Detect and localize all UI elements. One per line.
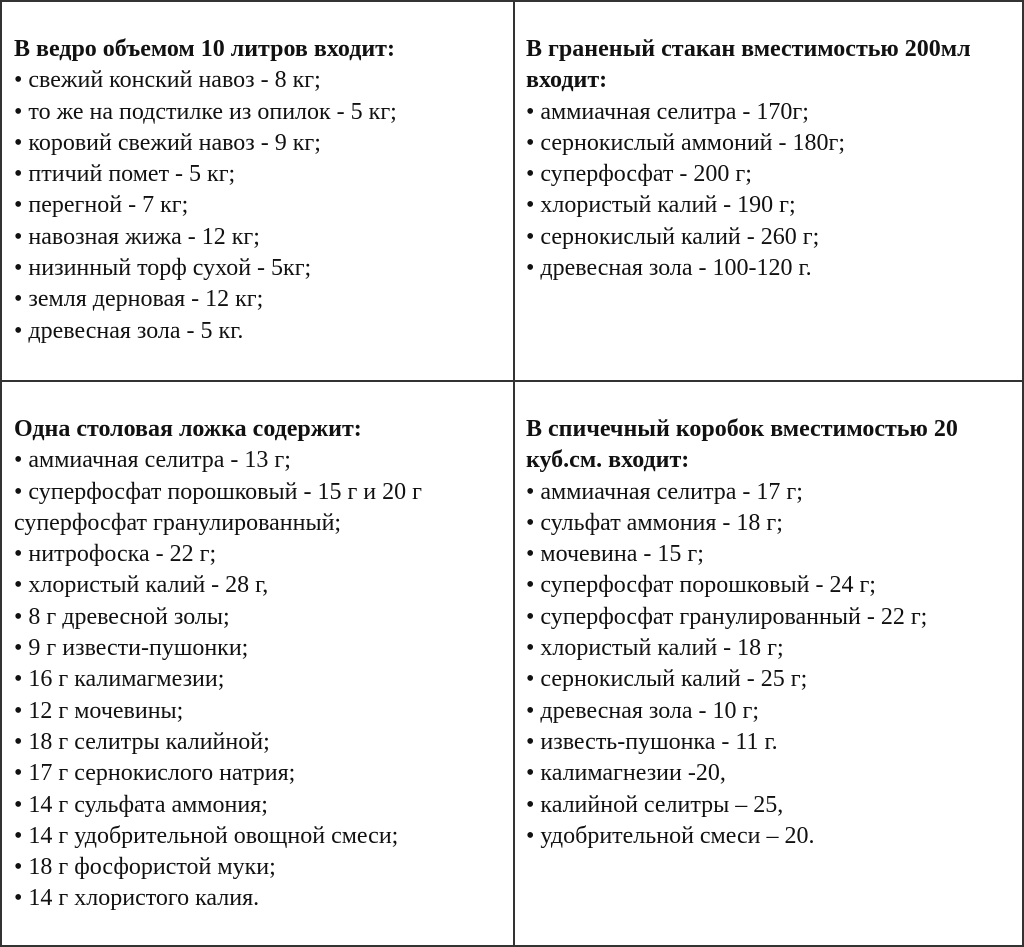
list-item: • птичий помет - 5 кг; (14, 161, 236, 188)
list-item: • хлористый калий - 28 г, (14, 572, 269, 599)
list-item: • сульфат аммония - 18 г; (526, 509, 783, 536)
list-item: • сернокислый аммоний - 180г; (526, 129, 846, 156)
list-item: • суперфосфат - 200 г; (526, 161, 752, 188)
list-item: • калийной селитры – 25, (526, 791, 784, 818)
list-item: • 14 г сульфата аммония; (14, 791, 268, 818)
cell-tablespoon (2, 381, 514, 947)
list-item: • суперфосфат порошковый - 24 г; (526, 572, 876, 599)
list-item: • свежий конский навоз - 8 кг; (14, 67, 321, 94)
list-item: • 12 г мочевины; (14, 697, 184, 724)
list-item: • нитрофоска - 22 г; (14, 541, 217, 568)
list-item: • перегной - 7 кг; (14, 192, 189, 219)
list-item: • земля дерновая - 12 кг; (14, 286, 264, 313)
list-item: • хлористый калий - 18 г; (526, 635, 784, 662)
list-item: • 14 г удобрительной овощной смеси; (14, 822, 399, 849)
list-item: • 8 г древесной золы; (14, 603, 230, 630)
list-item: • коровий свежий навоз - 9 кг; (14, 129, 321, 156)
list-item: • сернокислый калий - 25 г; (526, 666, 808, 693)
list-item: • низинный торф сухой - 5кг; (14, 255, 312, 282)
item-list (14, 65, 514, 347)
item-list (526, 477, 1024, 853)
list-item: • хлористый калий - 190 г; (526, 192, 796, 219)
list-item: • древесная зола - 10 г; (526, 697, 760, 724)
list-item: • 17 г сернокислого натрия; (14, 760, 296, 787)
cell-heading: Одна столовая ложка содержит: (14, 416, 362, 442)
list-item: • 16 г калимагмезии; (14, 666, 225, 693)
list-item: суперфосфат гранулированный; (14, 509, 342, 536)
cell-heading: В спичечный коробок вместимостью 20 куб.см. входит: (526, 416, 958, 474)
list-item: • калимагнезии -20, (526, 760, 726, 787)
list-item: • древесная зола - 5 кг. (14, 317, 244, 344)
list-item: • суперфосфат порошковый - 15 г и 20 г (14, 478, 422, 505)
list-item: • 9 г извести-пушонки; (14, 635, 249, 662)
list-item: • удобрительной смеси – 20. (526, 822, 815, 849)
list-item: • аммиачная селитра - 17 г; (526, 478, 803, 505)
cell-bucket (2, 2, 514, 381)
cell-heading: В граненый стакан вместимостью 200мл входит: (526, 36, 971, 94)
list-item: • то же на подстилке из опилок - 5 кг; (14, 98, 397, 125)
cell-glass (514, 2, 1024, 381)
list-item: • 18 г фосфористой муки; (14, 854, 276, 881)
list-item: • навозная жижа - 12 кг; (14, 223, 260, 250)
item-list (14, 445, 514, 914)
list-item: • известь-пушонка - 11 г. (526, 728, 778, 755)
list-item: • суперфосфат гранулированный - 22 г; (526, 603, 928, 630)
list-item: • аммиачная селитра - 13 г; (14, 447, 291, 474)
list-item: • 14 г хлористого калия. (14, 885, 260, 912)
list-item: • 18 г селитры калийной; (14, 728, 270, 755)
list-item: • древесная зола - 100-120 г. (526, 255, 812, 282)
item-list (526, 97, 1024, 285)
list-item: • мочевина - 15 г; (526, 541, 704, 568)
cell-heading: В ведро объемом 10 литров входит: (14, 36, 395, 62)
list-item: • аммиачная селитра - 170г; (526, 98, 809, 125)
cell-matchbox (514, 381, 1024, 947)
list-item: • сернокислый калий - 260 г; (526, 223, 820, 250)
